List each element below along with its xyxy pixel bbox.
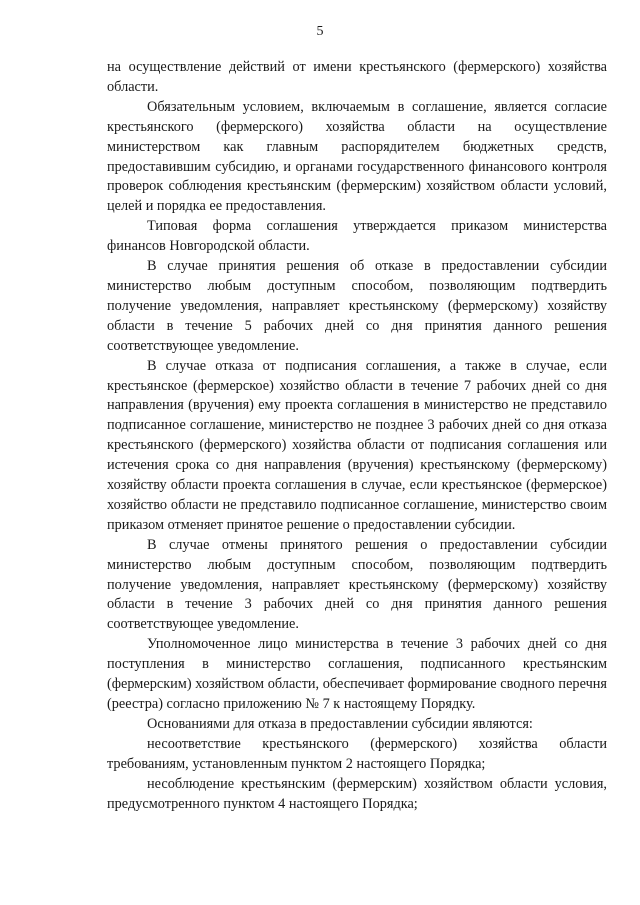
paragraph: несоответствие крестьянского (фермерского) хозяйства области требованиям, установленным пунктом 2 настоящего Порядка; <box>107 735 607 772</box>
paragraph: Уполномоченное лицо министерства в течение 3 рабочих дней со дня поступления в министерство соглашения, подписанного крестьянским (фермерским) хозяйством области, обеспечивает формирование сводного перечня (реестра) согласно приложению № 7 к настоящему Порядку. <box>107 636 607 712</box>
paragraph: Обязательным условием, включаемым в соглашение, является согласие крестьянского (фермерского) хозяйства области на осуществление министерством как главным распорядителем бюджетных средств, предоставившим субсидию, и органами государственного финансового контроля проверок соблюдения крестьянским (фермерским) хозяйством области условий, целей и порядка ее предоставления. <box>107 98 607 215</box>
paragraph: В случае отказа от подписания соглашения, а также в случае, если крестьянское (фермерское) хозяйство области в течение 7 рабочих дней со дня направления (вручения) ему проекта соглашения в министерство не представило подписанное соглашение, министерство не позднее 3 рабочих дней со дня отказа крестьянского (фермерского) хозяйства области от подписания соглашения или истечения срока со дня направления (вручения) крестьянскому (фермерскому) хозяйству области проекта соглашения в случае, если крестьянское (фермерское) хозяйство области не представило подписанное соглашение, министерство своим приказом отменяет принятое решение о предоставлении субсидии. <box>107 357 607 533</box>
paragraph: Основаниями для отказа в предоставлении субсидии являются: <box>147 715 533 732</box>
paragraph: В случае принятия решения об отказе в предоставлении субсидии министерство любым доступным способом, позволяющим подтвердить получение уведомления, направляет крестьянскому (фермерскому) хозяйству области в течение 5 рабочих дней со дня принятия данного решения соответствующее уведомление. <box>107 258 607 354</box>
paragraph: несоблюдение крестьянским (фермерским) хозяйством области условия, предусмотренного пунктом 4 настоящего Порядка; <box>107 775 607 812</box>
paragraph: В случае отмены принятого решения о предоставлении субсидии министерство любым доступным способом, позволяющим подтвердить получение уведомления, направляет крестьянскому (фермерскому) хозяйству области в течение 3 рабочих дней со дня принятия данного решения соответствующее уведомление. <box>107 536 607 633</box>
paragraph: Типовая форма соглашения утверждается приказом министерства финансов Новгородской области. <box>107 218 607 255</box>
page-number: 5 <box>316 24 324 39</box>
document-body <box>107 58 607 814</box>
paragraph: на осуществление действий от имени крестьянского (фермерского) хозяйства области. <box>107 59 607 95</box>
